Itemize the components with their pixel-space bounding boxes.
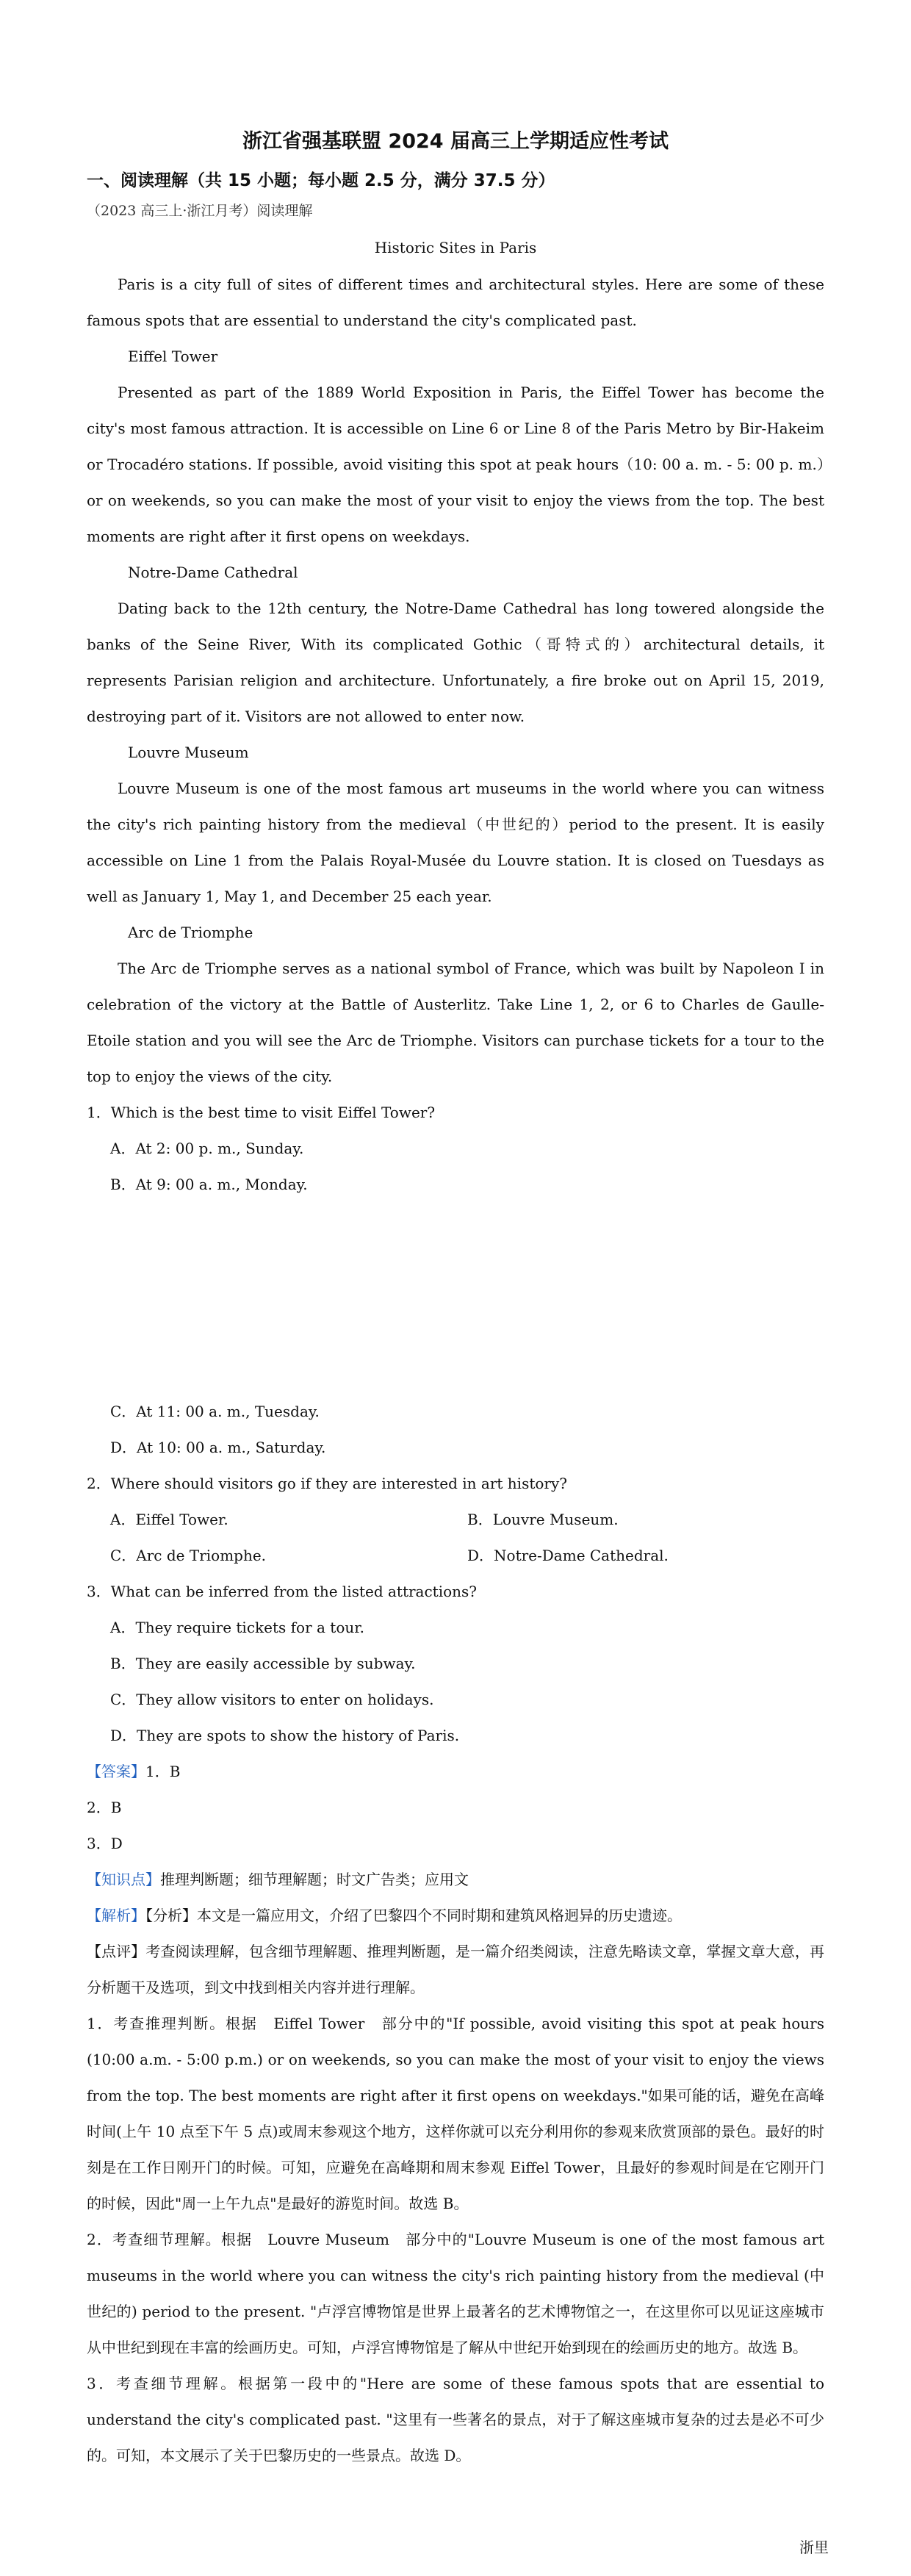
passage-intro: Paris is a city full of sites of different times and architectural styles. Here are some of these famous spots that are essential to understand the city's complicated past.	[87, 276, 824, 329]
site-heading-arc-de-triomphe: Arc de Triomphe	[128, 924, 253, 941]
analysis-intro-line	[87, 1898, 824, 1934]
footer-page-label: 浙里	[799, 2539, 829, 2556]
question-3-option-d: D．They are spots to show the history of Paris.	[110, 1727, 460, 1744]
site-heading-louvre: Louvre Museum	[128, 744, 249, 761]
section-heading: 一、阅读理解（共 15 小题；每小题 2.5 分，满分 37.5 分）	[87, 171, 555, 190]
knowledge-line	[87, 1862, 824, 1898]
site-heading-eiffel-tower: Eiffel Tower	[128, 348, 218, 365]
question-1-option-b: B．At 9: 00 a. m., Monday.	[110, 1176, 308, 1193]
knowledge-text: 推理判断题；细节理解题；时文广告类；应用文	[160, 1871, 469, 1888]
explanation-1: 1．考查推理判断。根据 Eiffel Tower 部分中的"If possible, avoid visiting this spot at peak hours (10:00 a.m. - 5:00 p.m.) or on weekends, so you can make the most of your visit to enjoy the views from the top. The best moments are right after it first opens on weekdays."如果可能的话，避免在高峰时间(上午 10 点至下午 5 点)或周末参观这个地方，这样你就可以充分利用你的参观来欣赏顶部的景色。最好的时刻是在工作日刚开门的时候。可知，应避免在高峰期和周末参观 Eiffel Tower，且最好的参观时间是在它刚开门的时候，因此"周一上午九点"是最好的游览时间。故选 B。	[87, 2015, 824, 2212]
question-2-option-d: D．Notre-Dame Cathedral.	[467, 1547, 669, 1564]
question-1-option-c: C．At 11: 00 a. m., Tuesday.	[110, 1403, 320, 1420]
blank-gap	[87, 1203, 824, 1394]
answer-label: 【答案】	[87, 1763, 145, 1780]
question-1-option-a: A．At 2: 00 p. m., Sunday.	[110, 1140, 304, 1157]
question-3-option-b: B．They are easily accessible by subway.	[110, 1655, 416, 1672]
analysis-intro-text: 【分析】本文是一篇应用文，介绍了巴黎四个不同时期和建筑风格迥异的历史遗迹。	[145, 1907, 682, 1924]
question-1-option-d: D．At 10: 00 a. m., Saturday.	[110, 1439, 326, 1456]
question-3-stem: 3．What can be inferred from the listed attractions?	[87, 1583, 478, 1600]
passage-title: Historic Sites in Paris	[374, 239, 537, 256]
question-2-options-row-1	[87, 1502, 824, 1538]
analysis-label: 【解析】	[87, 1907, 145, 1924]
site-text-arc-de-triomphe: The Arc de Triomphe serves as a national symbol of France, which was built by Napoleon I in celebration of the victory at the Battle of Austerlitz. Take Line 1, 2, or 6 to Charles de Gaulle-Etoile station and you will see the Arc de Triomphe. Visitors can purchase tickets for a tour to the top to enjoy the views of the city.	[87, 960, 824, 1085]
question-2-option-c: C．Arc de Triomphe.	[110, 1547, 267, 1564]
answer-item-2: 2．B	[87, 1799, 122, 1816]
site-text-louvre: Louvre Museum is one of the most famous art museums in the world where you can witness the city's rich painting history from the medieval（中世纪的）period to the present. It is easily accessible on Line 1 from the Palais Royal-Musée du Louvre station. It is closed on Tuesdays as well as January 1, May 1, and December 25 each year.	[87, 780, 824, 905]
review-text: 【点评】考查阅读理解，包含细节理解题、推理判断题，是一篇介绍类阅读，注意先略读文章，掌握文章大意，再分析题干及选项，到文中找到相关内容并进行理解。	[87, 1943, 824, 1996]
site-text-notre-dame: Dating back to the 12th century, the Notre-Dame Cathedral has long towered alongside the banks of the Seine River, With its complicated Gothic（哥特式的）architectural details, it represents Parisian religion and architecture. Unfortunately, a fire broke out on April 15, 2019, destroying part of it. Visitors are not allowed to enter now.	[87, 600, 824, 725]
answer-line	[87, 1754, 824, 1790]
question-2-options-row-2	[87, 1538, 824, 1574]
explanation-2: 2．考查细节理解。根据 Louvre Museum 部分中的"Louvre Museum is one of the most famous art museums in the world where you can witness the city's rich painting history from the medieval (中世纪的) period to the present. "卢浮宫博物馆是世界上最著名的艺术博物馆之一，在这里你可以见证这座城市从中世纪到现在丰富的绘画历史。可知，卢浮宫博物馆是了解从中世纪开始到现在的绘画历史的地方。故选 B。	[87, 2231, 824, 2356]
knowledge-label: 【知识点】	[87, 1871, 160, 1888]
question-1-stem: 1．Which is the best time to visit Eiffel Tower?	[87, 1104, 436, 1121]
question-3-option-a: A．They require tickets for a tour.	[110, 1619, 364, 1636]
answer-item-3: 3．D	[87, 1835, 123, 1852]
site-text-eiffel-tower: Presented as part of the 1889 World Exposition in Paris, the Eiffel Tower has become the city's most famous attraction. It is accessible on Line 6 or Line 8 of the Paris Metro by Bir-Hakeim or Trocadéro stations. If possible, avoid visiting this spot at peak hours（10: 00 a. m. - 5: 00 p. m.）or on weekends, so you can make the most of your visit to enjoy the views from the top. The best moments are right after it first opens on weekdays.	[87, 384, 824, 545]
question-2-option-a: A．Eiffel Tower.	[110, 1511, 228, 1528]
explanation-3: 3．考查细节理解。根据第一段中的"Here are some of these famous spots that are essential to understand the city's complicated past. "这里有一些著名的景点，对于了解这座城市复杂的过去是必不可少的。可知，本文展示了关于巴黎历史的一些景点。故选 D。	[87, 2375, 824, 2464]
site-heading-notre-dame: Notre-Dame Cathedral	[128, 564, 298, 581]
document-title: 浙江省强基联盟 2024 届高三上学期适应性考试	[242, 130, 669, 153]
question-2-option-b: B．Louvre Museum.	[467, 1511, 619, 1528]
question-3-option-c: C．They allow visitors to enter on holidays.	[110, 1691, 434, 1708]
question-2-stem: 2．Where should visitors go if they are interested in art history?	[87, 1475, 567, 1492]
source-tag: （2023 高三上·浙江月考）阅读理解	[87, 203, 313, 219]
answer-item-1: 1．B	[145, 1763, 181, 1780]
